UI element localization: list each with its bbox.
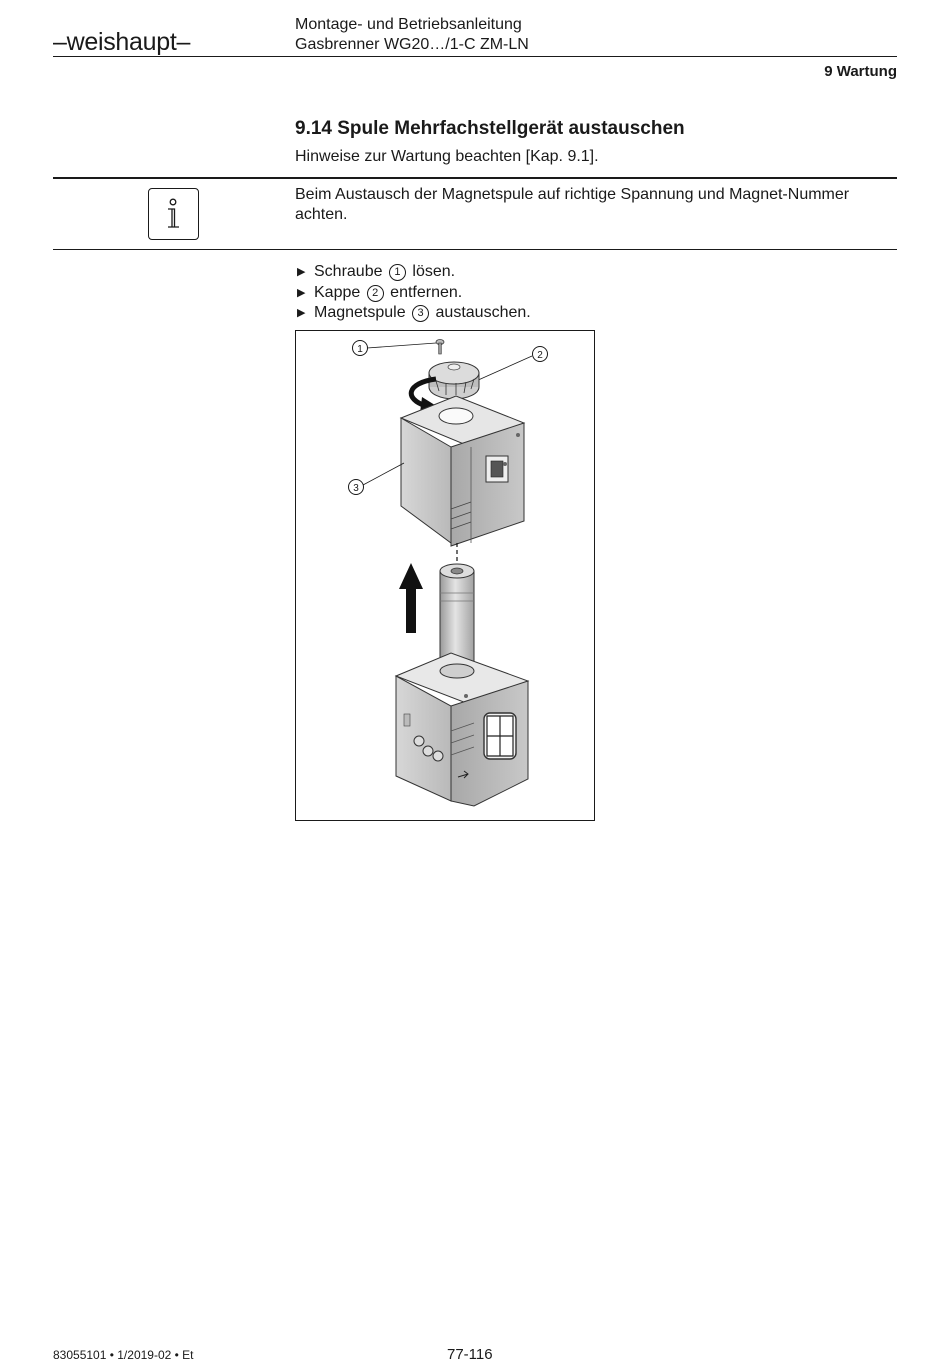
header-title-line2: Gasbrenner WG20…/1-C ZM-LN: [295, 36, 529, 53]
callout-3: 3: [353, 483, 359, 494]
page-number: 77-116: [447, 1346, 493, 1363]
bullet-arrow-icon: ▶: [297, 286, 306, 299]
step-text: lösen.: [412, 263, 456, 280]
callout-1: 1: [357, 344, 363, 355]
step-callout: 2: [367, 285, 384, 302]
cap: [429, 362, 479, 399]
section-label: 9 Wartung: [824, 63, 897, 80]
bullet-arrow-icon: ▶: [297, 266, 306, 278]
brand-logo: –weishaupt–: [53, 28, 191, 56]
header-title-line1: Montage- und Betriebsanleitung: [295, 16, 522, 33]
step-item: [297, 262, 531, 283]
page-title: 9.14 Spule Mehrfachstellgerät austauschen: [295, 118, 685, 139]
figure-illustration: [296, 331, 594, 820]
callout-2: 2: [537, 350, 543, 361]
coil: [401, 396, 524, 546]
step-text: Schraube: [314, 263, 383, 280]
valve-body: [396, 653, 528, 806]
step-text: austauschen.: [435, 304, 531, 321]
step-callout: 3: [412, 305, 429, 322]
step-callout: 1: [389, 264, 406, 281]
info-bottom-rule: [53, 249, 897, 250]
step-text: Kappe: [314, 283, 361, 301]
step-item: [297, 303, 531, 324]
info-icon: [148, 188, 199, 240]
step-item: [297, 283, 531, 304]
info-text: Beim Austausch der Magnetspule auf richtige Spannung und Magnet-Nummer achten.: [295, 186, 850, 223]
info-glyph: [149, 189, 197, 238]
bullet-arrow-icon: ▶: [297, 307, 306, 319]
document-number: 83055101 • 1/2019-02 • Et: [53, 1348, 194, 1362]
coil-replacement-figure: [295, 330, 595, 821]
header-rule: [53, 56, 897, 57]
step-text: entfernen.: [390, 283, 463, 301]
screw: [436, 340, 444, 355]
logo-text: weishaupt: [66, 28, 177, 56]
step-list: [297, 262, 531, 324]
step-text: Magnetspule: [314, 304, 406, 321]
info-top-rule: [53, 177, 897, 179]
maintenance-note: Hinweise zur Wartung beachten [Kap. 9.1].: [295, 148, 599, 165]
